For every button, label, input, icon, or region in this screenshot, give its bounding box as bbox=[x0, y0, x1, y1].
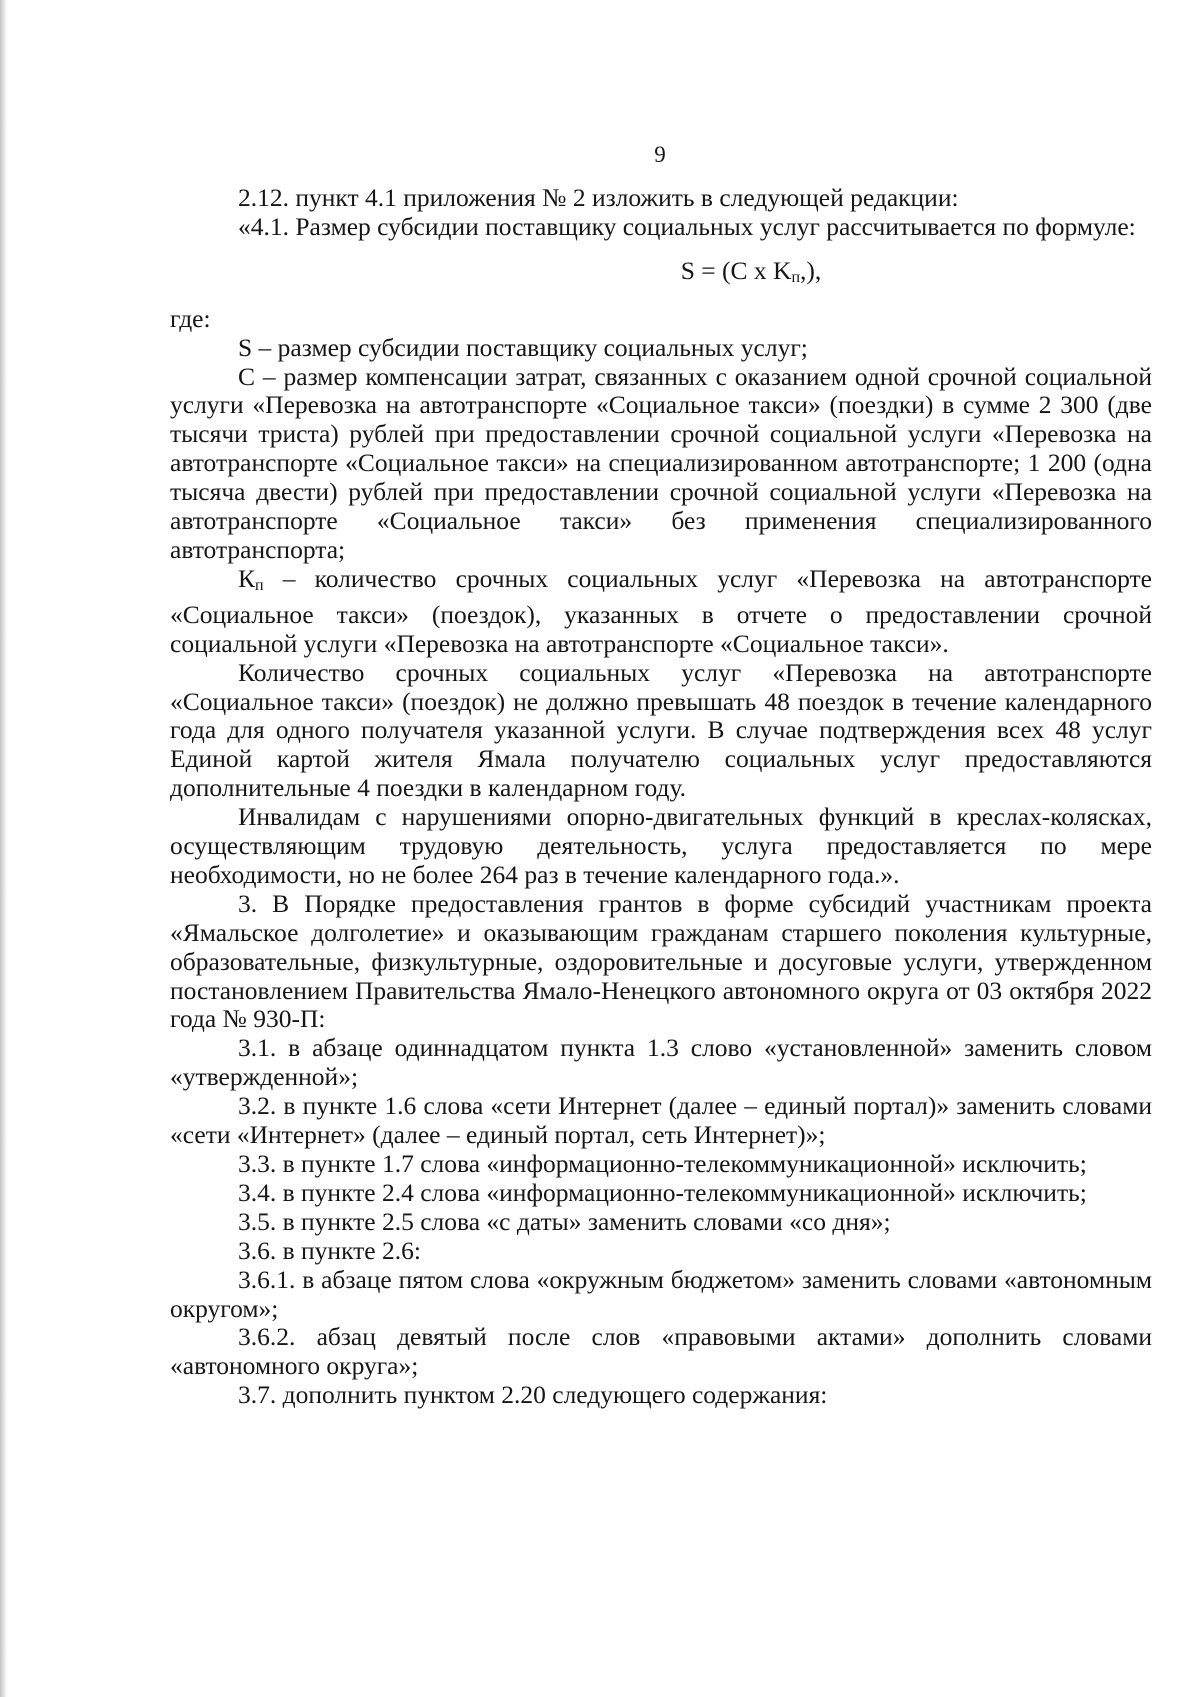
paragraph-s-definition: S – размер субсидии поставщику социальных услуг; bbox=[238, 332, 808, 362]
document-body bbox=[170, 184, 1152, 1410]
kp-subscript: п bbox=[255, 576, 264, 594]
scan-edge-shadow bbox=[0, 0, 7, 1697]
paragraph-3-2: 3.2. в пункте 1.6 слова «сети Интернет (далее – единый портал)» заменить словами «сети «Интернет» (далее – единый портал, сеть Интернет)»; bbox=[170, 1091, 1152, 1150]
paragraph-3-6: 3.6. в пункте 2.6: bbox=[238, 1235, 421, 1265]
paragraph-where: где: bbox=[170, 303, 211, 333]
paragraph-4-1: «4.1. Размер субсидии поставщику социальных услуг рассчитывается по формуле: bbox=[238, 211, 1136, 241]
formula-subscript: п bbox=[791, 268, 801, 286]
paragraph-3-7: 3.7. дополнить пунктом 2.20 следующего содержания: bbox=[238, 1380, 828, 1410]
paragraph-disabled-persons: Инвалидам с нарушениями опорно-двигательных функций в креслах-колясках, осуществляющим трудовую деятельность, услуга предоставляется по мере необходимости, но не более 264 раз в течение календарного года.». bbox=[170, 802, 1152, 889]
paragraph-3-3: 3.3. в пункте 1.7 слова «информационно-телекоммуникационной» исключить; bbox=[238, 1149, 1087, 1178]
paragraph-3-1: 3.1. в абзаце одиннадцатом пункта 1.3 слово «установленной» заменить словом «утвержденной»; bbox=[170, 1033, 1152, 1092]
paragraph-c-definition: С – размер компенсации затрат, связанных с оказанием одной срочной социальной услуги «Перевозка на автотранспорте «Социальное такси» (поездки) в сумме 2 300 (две тысячи триста) рублей при предоставлении срочной социальной услуги «Перевозка на автотранспорте «Социальное такси» на специализированном автотранспорте; 1 200 (одна тысяча двести) рублей при предоставлении срочной социальной услуги «Перевозка на автотранспорте «Социальное такси» без применения специализированного автотранспорта; bbox=[170, 361, 1152, 564]
paragraph-3-5: 3.5. в пункте 2.5 слова «с даты» заменить словами «со дня»; bbox=[238, 1206, 891, 1236]
paragraph-kp-definition bbox=[170, 565, 1152, 659]
paragraph-2-12: 2.12. пункт 4.1 приложения № 2 изложить в следующей редакции: bbox=[238, 183, 959, 212]
kp-letter: К bbox=[238, 563, 256, 593]
kp-text: – количество срочных социальных услуг «Перевозка на автотранспорте «Социальное такси» (поездок), указанных в отчете о предоставлении срочной социальной услуги «Перевозка на автотранспорте «Социальное такси». bbox=[170, 563, 1152, 658]
paragraph-3-4: 3.4. в пункте 2.4 слова «информационно-телекоммуникационной» исключить; bbox=[238, 1177, 1087, 1207]
paragraph-3-6-2: 3.6.2. абзац девятый после слов «правовыми актами» дополнить словами «автономного округа»; bbox=[170, 1322, 1152, 1381]
paragraph-3-6-1: 3.6.1. в абзаце пятом слова «окружным бюджетом» заменить словами «автономным округом»; bbox=[170, 1264, 1152, 1323]
formula-tail: ,), bbox=[800, 255, 822, 285]
formula bbox=[170, 242, 1152, 305]
paragraph-3: 3. В Порядке предоставления грантов в форме субсидий участникам проекта «Ямальское долголетие» и оказывающим гражданам старшего поколения культурные, образовательные, физкультурные, оздоровительные и досуговые услуги, утвержденном постановлением Правительства Ямало-Ненецкого автономного округа от 03 октября 2022 года № 930-П: bbox=[170, 888, 1152, 1034]
paragraph-trip-limit: Количество срочных социальных услуг «Перевозка на автотранспорте «Социальное такси» (поездок) не должно превышать 48 поездок в течение календарного года для одного получателя указанной услуги. В случае подтверждения всех 48 услуг Единой картой жителя Ямала получателю социальных услуг предоставляются дополнительные 4 поездки в календарном году. bbox=[170, 657, 1152, 803]
formula-main: S = (C x K bbox=[680, 255, 792, 285]
page-number: 9 bbox=[654, 142, 666, 167]
